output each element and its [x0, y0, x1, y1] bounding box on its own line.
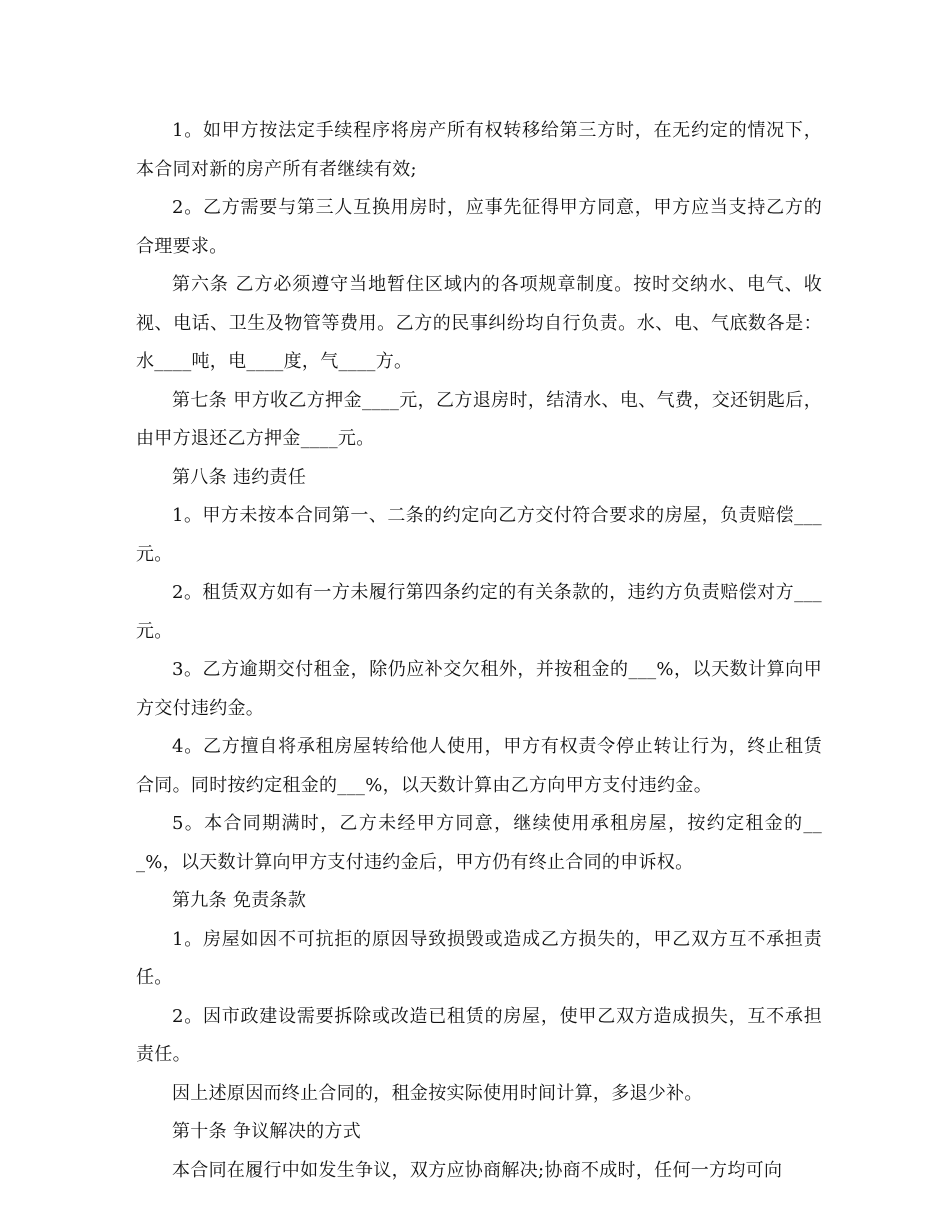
paragraph-termination-rent: 因上述原因而终止合同的，租金按实际使用时间计算，多退少补。 — [172, 1082, 703, 1104]
heading-article-9: 第九条 免责条款 — [172, 890, 307, 911]
paragraph-exemption-1: 1。房屋如因不可抗拒的原因导致损毁或造成乙方损失的，甲乙双方互不承担责任。 — [136, 928, 822, 988]
paragraph-breach-1: 1。甲方未按本合同第一、二条的约定向乙方交付符合要求的房屋，负责赔偿___元。 — [136, 505, 822, 565]
paragraph-article-7: 第七条 甲方收乙方押金____元，乙方退房时，结清水、电、气费，交还钥匙后，由甲方退还乙方押金____元。 — [136, 389, 822, 449]
paragraph-exchange-housing: 2。乙方需要与第三人互换用房时，应事先征得甲方同意，甲方应当支持乙方的合理要求。 — [136, 197, 822, 257]
paragraph-breach-3: 3。乙方逾期交付租金，除仍应补交欠租外，并按租金的___%，以天数计算向甲方交付违约金。 — [136, 659, 822, 719]
heading-article-8: 第八条 违约责任 — [172, 466, 307, 488]
paragraph-breach-5: 5。本合同期满时，乙方未经甲方同意，继续使用承租房屋，按约定租金的___%，以天数计算向甲方支付违约金后，甲方仍有终止合同的申诉权。 — [136, 813, 822, 873]
paragraph-exemption-2: 2。因市政建设需要拆除或改造已租赁的房屋，使甲乙双方造成损失，互不承担责任。 — [136, 1005, 822, 1065]
heading-article-10: 第十条 争议解决的方式 — [172, 1121, 362, 1142]
document-page — [136, 112, 822, 1190]
paragraph-breach-4: 4。乙方擅自将承租房屋转给他人使用，甲方有权责令停止转让行为，终止租赁合同。同时按约定租金的___%，以天数计算由乙方向甲方支付违约金。 — [136, 736, 822, 796]
paragraph-transfer-ownership: 1。如甲方按法定手续程序将房产所有权转移给第三方时，在无约定的情况下，本合同对新的房产所有者继续有效; — [136, 120, 822, 180]
paragraph-article-6: 第六条 乙方必须遵守当地暂住区域内的各项规章制度。按时交纳水、电气、收视、电话、卫生及物管等费用。乙方的民事纠纷均自行负责。水、电、气底数各是：水____吨，电____度，气____方。 — [136, 274, 822, 372]
paragraph-breach-2: 2。租赁双方如有一方未履行第四条约定的有关条款的，违约方负责赔偿对方___元。 — [136, 582, 822, 642]
paragraph-dispute: 本合同在履行中如发生争议，双方应协商解决;协商不成时，任何一方均可向 — [172, 1159, 783, 1181]
